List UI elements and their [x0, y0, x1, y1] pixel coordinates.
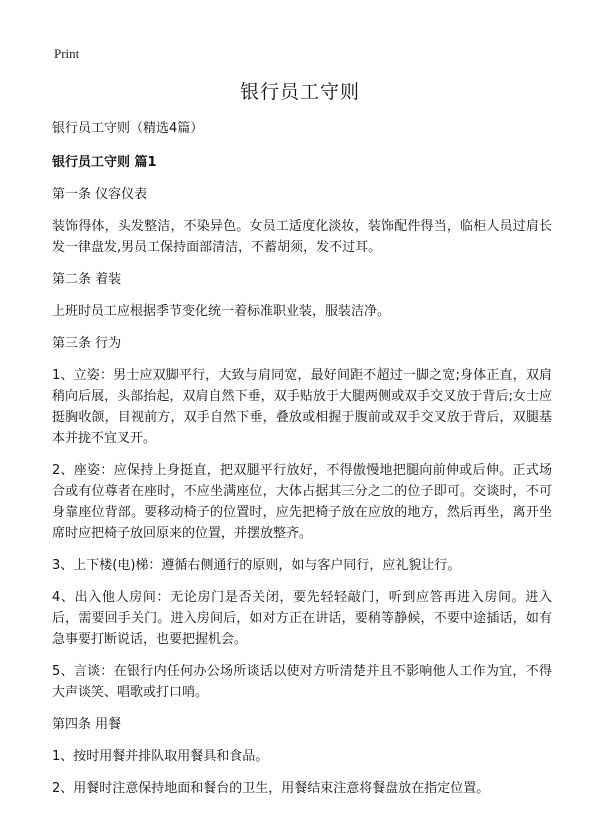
section-paragraph: 1、立姿：男士应双脚平行，大致与肩同宽，最好间距不超过一脚之宽;身体正直，双肩稍向后展，头部抬起，双肩自然下垂，双手贴放于大腿两侧或双手交叉放于背后;女士应挺胸收颌，目视前方，双手自然下垂，叠放或相握于腹前或双手交叉放于背后，双腿基本并拢不宜叉开。: [52, 368, 552, 446]
section-paragraph: 4、出入他人房间：无论房门是否关闭，要先轻轻敲门，听到应答再进入房间。进入后，需要回手关门。进入房间后，如对方正在讲话，要稍等静候，不要中途插话，如有急事要打断说话，也要把握机会。: [52, 590, 552, 647]
section-paragraph: 装饰得体，头发整洁，不染异色。女员工适度化淡妆，装饰配件得当，临柜人员过肩长发一律盘发,男员工保持面部清洁，不蓄胡须，发不过耳。: [52, 219, 552, 255]
print-link[interactable]: Print: [54, 46, 80, 61]
chapter-heading: 银行员工守则 篇1: [52, 155, 157, 170]
section-heading: 第一条 仪容仪表: [52, 187, 148, 202]
section-paragraph: 3、上下楼(电)梯：遵循右侧通行的原则，如与客户同行，应礼貌让行。: [52, 558, 461, 573]
section-paragraph: 1、按时用餐并排队取用餐具和食品。: [52, 749, 269, 764]
section-heading: 第三条 行为: [52, 336, 122, 351]
document-body: [52, 118, 552, 810]
document-title: 银行员工守则: [239, 81, 360, 103]
section-heading: 第四条 用餐: [52, 717, 122, 732]
section-paragraph: 2、用餐时注意保持地面和餐台的卫生，用餐结束注意将餐盘放在指定位置。: [52, 781, 490, 796]
section-heading: 第二条 着装: [52, 272, 122, 287]
section-paragraph: 上班时员工应根据季节变化统一着标准职业装，服装洁净。: [52, 304, 391, 319]
document-subtitle: 银行员工守则（精选4篇）: [52, 121, 204, 136]
section-paragraph: 2、座姿：应保持上身挺直，把双腿平行放好，不得傲慢地把腿向前伸或后伸。正式场合或有位尊者在座时，不应坐满座位，大体占据其三分之二的位子即可。交谈时，不可身靠座位背部。要移动椅子的位置时，应先把椅子放在应放的地方，然后再坐，离开坐席时应把椅子放回原来的位置，并摆放整齐。: [52, 463, 552, 541]
section-paragraph: 5、言谈：在银行内任何办公场所谈话以使对方听清楚并且不影响他人工作为宜，不得大声谈笑、唱歌或打口哨。: [52, 664, 552, 700]
